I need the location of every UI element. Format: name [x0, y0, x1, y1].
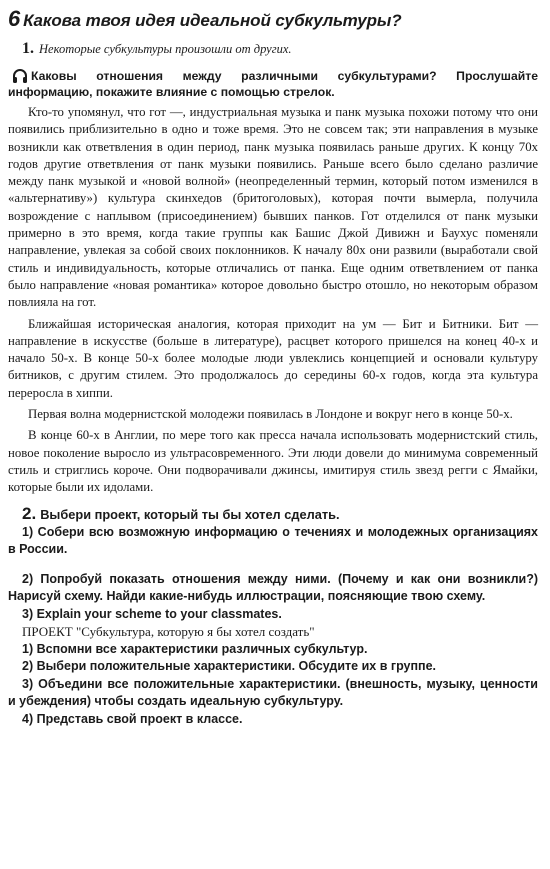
textbook-page [8, 6, 538, 728]
section-2-heading [8, 505, 538, 524]
section-1-heading [22, 40, 538, 58]
project-step-3: 3) Объедини все положительные характеристики. (внешность, музыку, ценности и убеждения) чтобы создать идеальную субкультуру. [8, 676, 538, 709]
page-title [8, 6, 538, 32]
option-3: 3) Explain your scheme to your classmates. [22, 606, 282, 621]
section-2-title: Выбери проект, который ты бы хотел сделать. [40, 506, 340, 522]
option-1: 1) Собери всю возможную информацию о течениях и молодежных организациях в России. [8, 524, 538, 557]
option-2: 2) Попробуй показать отношения между ними. (Почему и как они возникли?) Нарисуй схему. Найди какие-нибудь иллюстрации, поясняющие твою схему. [8, 571, 538, 604]
listening-task [8, 68, 538, 100]
paragraph-2: Ближайшая историческая аналогия, которая приходит на ум — Бит и Битники. Бит — направление в искусстве (больше в литературе), расцвет которого пришелся на конец 40-х и начало 50-х. В конце 50-х более молодые люди увлеклись концепцией и основали культуру битников, с другим стилем. Это продолжалось до середины 60-х годов, когда эта культура переросла в хиппи. [8, 316, 538, 400]
paragraph-1: Кто-то упомянул, что гот —, индустриальная музыка и панк музыка похожи потому что они появились приблизительно в одно и тоже время. Это не совсем так; эти направления в музыке возникли как ответвления в один период, панк музыка появилась раньше других. К концу 70х годов другие ответвления от панк музыки появились. Раньше всего было сделано различие между панк музыкой и «новой волной» (неопределенный термин, который потом изменился в «альтернативу») культура скинхедов (бритоголовых), которая почти вымерла, получила возрождение с наплывом (присоединением) бывших панков. Гот отделился от панк музыки примерно в это время, когда такие группы как Башис Джой Дивижн и Баухус поменяли направление, увлекая за собой своих поклонников. К началу 80х они развили (выработали свой стиль и индивидуальность, которые отличались от панка. Еще одним ответвлением от панка было направление «новая романтика» которое довольно быстро отошло, но некоторым образом повлияла на гот. [8, 105, 538, 310]
project-step-2: 2) Выбери положительные характеристики. Обсудите их в группе. [22, 659, 437, 674]
project-step-1: 1) Вспомни все характеристики различных субкультур. [22, 641, 368, 656]
headphones-icon [12, 69, 28, 83]
exercise-number: 6 [8, 6, 21, 31]
project-title: ПРОЕКТ "Субкультура, которую я бы хотел создать" [22, 624, 315, 640]
section-1-intro: Некоторые субкультуры произошли от других. [39, 42, 292, 56]
listening-task-text: Каковы отношения между различными субкультурами? Прослушайте информацию, покажите влияние с помощью стрелок. [8, 69, 538, 99]
exercise-title: Какова твоя идея идеальной субкультуры? [23, 11, 402, 30]
reading-text [8, 104, 538, 497]
section-1-number: 1. [22, 40, 34, 57]
paragraph-4: В конце 60-х в Англии, по мере того как пресса начала использовать модернистский стиль, новое поколение выросло из ультрасовременного. Эти люди довели до минимума современный стиль и стриглись короче. Они подворачивали джинсы, имитируя стиль звезд регги с Ямайки, которые были их идолами. [8, 428, 538, 495]
paragraph-3: Первая волна модернистской молодежи появилась в Лондоне и вокруг него в конце 50-х. [28, 407, 513, 422]
project-step-4: 4) Представь свой проект в классе. [22, 711, 243, 726]
section-2-number: 2. [22, 503, 37, 523]
